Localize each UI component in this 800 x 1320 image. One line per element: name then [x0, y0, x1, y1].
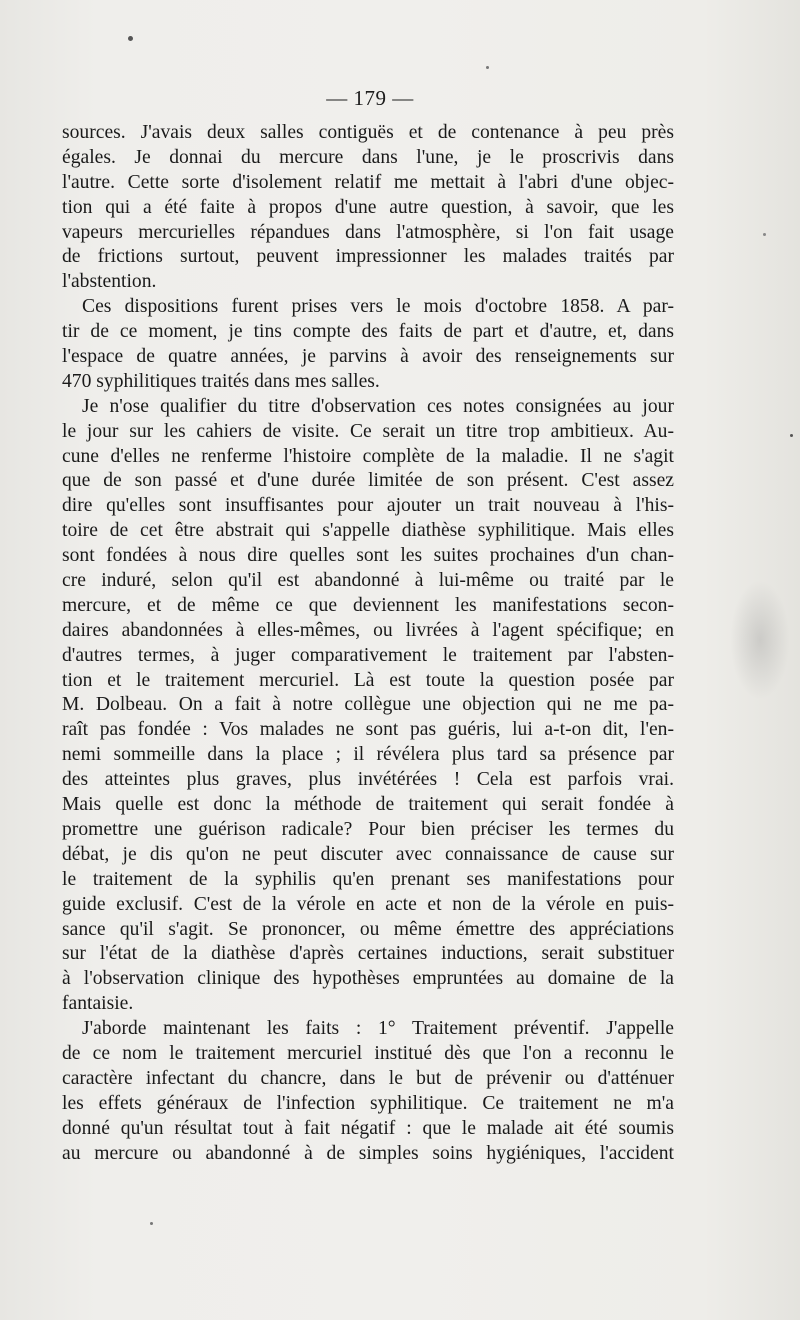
text-line: le jour sur les cahiers de visite. Ce serait un titre trop ambitieux. Au-: [62, 420, 674, 442]
text-line: dire qu'elles sont insuffisantes pour ajouter un trait nouveau à l'his-: [62, 495, 674, 517]
text-line: les effets généraux de l'infection syphilitique. Ce traitement ne m'a: [62, 1092, 674, 1114]
text-line: tion et le traitement mercuriel. Là est toute la question posée par: [62, 669, 674, 691]
text-line: fantaisie.: [62, 993, 134, 1015]
text-line: Je n'ose qualifier du titre d'observation ces notes consignées au jour: [82, 395, 674, 417]
text-line: l'autre. Cette sorte d'isolement relatif me mettait à l'abri d'une objec-: [62, 171, 674, 193]
text-line: raît pas fondée : Vos malades ne sont pas guéris, lui a-t-on dit, l'en-: [62, 719, 674, 741]
text-line: toire de cet être abstrait qui s'appelle diathèse syphilitique. Mais elles: [62, 520, 674, 542]
text-line: des atteintes plus graves, plus invétérées ! Cela est parfois vrai.: [62, 769, 674, 791]
speck-mark: [790, 434, 793, 437]
speck-mark: [763, 233, 766, 236]
text-line: M. Dolbeau. On a fait à notre collègue une objection qui ne me pa-: [62, 694, 674, 716]
text-line: guide exclusif. C'est de la vérole en acte et non de la vérole en puis-: [62, 893, 674, 915]
text-line: mercure, et de même ce que deviennent les manifestations secon-: [62, 594, 674, 616]
text-line: l'espace de quatre années, je parvins à avoir des renseignements sur: [62, 346, 674, 368]
speck-mark: [486, 66, 489, 69]
text-line: Mais quelle est donc la méthode de traitement qui serait fondée à: [62, 794, 674, 816]
text-line: nemi sommeille dans la place ; il révélera plus tard sa présence par: [62, 744, 674, 766]
text-line: sources. J'avais deux salles contiguës et de contenance à peu près: [62, 122, 674, 143]
speck-mark: [128, 36, 133, 41]
text-line: à l'observation clinique des hypothèses empruntées au domaine de la: [62, 968, 674, 990]
text-line: Ces dispositions furent prises vers le mois d'octobre 1858. A par-: [82, 296, 674, 318]
text-line: vapeurs mercurielles répandues dans l'atmosphère, si l'on fait usage: [62, 221, 674, 243]
text-line: débat, je dis qu'on ne peut discuter avec connaissance de cause sur: [62, 843, 674, 865]
page-number: — 179 —: [326, 86, 414, 110]
text-line: au mercure ou abandonné à de simples soins hygiéniques, l'accident: [62, 1142, 674, 1164]
text-line: sance qu'il s'agit. Se prononcer, ou même émettre des appréciations: [62, 918, 674, 940]
text-line: caractère infectant du chancre, dans le but de prévenir ou d'atténuer: [62, 1067, 674, 1089]
text-line: sur l'état de la diathèse d'après certaines inductions, serait substituer: [62, 943, 674, 965]
text-line: sont fondées à nous dire quelles sont les suites prochaines d'un chan-: [62, 545, 674, 567]
text-line: cune d'elles ne renferme l'histoire complète de la maladie. Il ne s'agit: [62, 445, 674, 467]
text-line: tir de ce moment, je tins compte des faits de part et d'autre, et, dans: [62, 321, 674, 343]
text-line: le traitement de la syphilis qu'en prenant ses manifestations pour: [62, 868, 674, 890]
text-line: tion qui a été faite à propos d'une autre question, à savoir, que les: [62, 196, 674, 218]
text-line: donné qu'un résultat tout à fait négatif : que le malade ait été soumis: [62, 1117, 674, 1139]
text-line: cre induré, selon qu'il est abandonné à lui-même ou traité par le: [62, 570, 674, 592]
ink-bleed-smudge: [730, 580, 790, 700]
text-line: de frictions surtout, peuvent impressionner les malades traités par: [62, 246, 674, 268]
text-line: promettre une guérison radicale? Pour bien préciser les termes du: [62, 818, 674, 840]
body-text: [62, 121, 674, 1166]
text-line: que de son passé et d'une durée limitée de son présent. C'est assez: [62, 470, 674, 492]
speck-mark: [150, 1222, 153, 1225]
text-line: de ce nom le traitement mercuriel institué dès que l'on a reconnu le: [62, 1042, 674, 1064]
text-line: l'abstention.: [62, 271, 157, 293]
text-line: égales. Je donnai du mercure dans l'une, je le proscrivis dans: [62, 146, 674, 168]
text-line: daires abandonnées à elles-mêmes, ou livrées à l'agent spécifique; en: [62, 619, 674, 641]
text-line: J'aborde maintenant les faits : 1° Traitement préventif. J'appelle: [82, 1018, 674, 1040]
text-line: 470 syphilitiques traités dans mes salles.: [62, 370, 380, 392]
text-line: d'autres termes, à juger comparativement le traitement par l'absten-: [62, 644, 674, 666]
